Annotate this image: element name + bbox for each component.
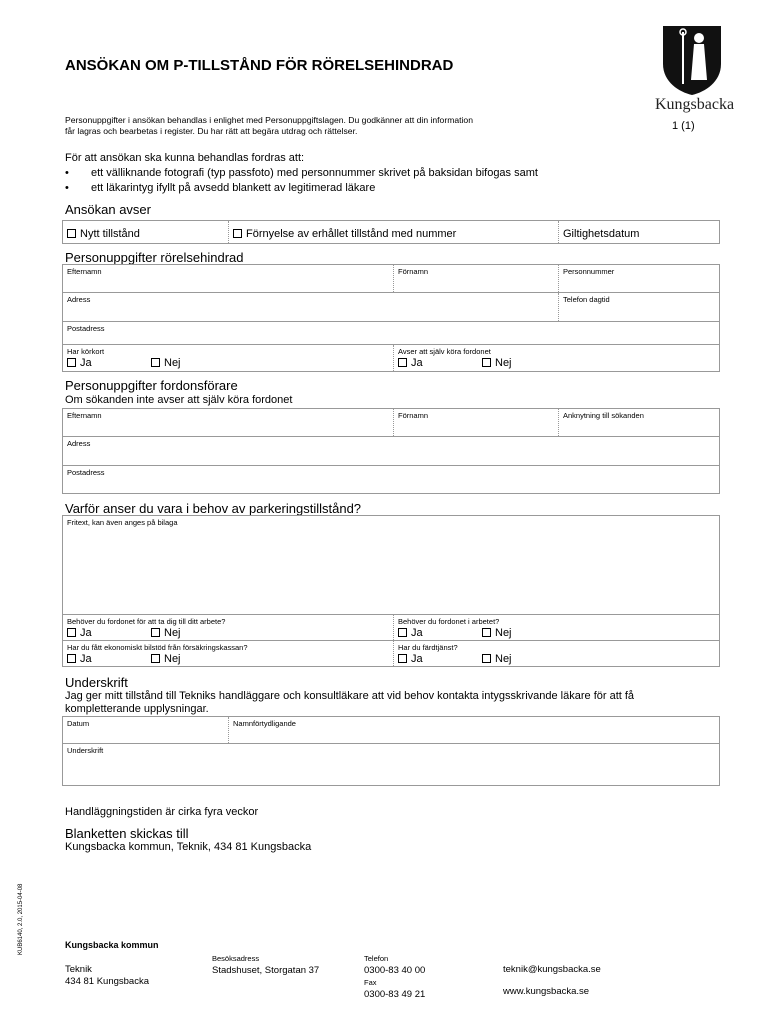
- option-label: Nytt tillstånd: [80, 228, 140, 240]
- option-label: Ja: [411, 357, 423, 369]
- drive-self-no-option[interactable]: [482, 357, 512, 369]
- privacy-line-1: Personuppgifter i ansökan behandlas i enlighet med Personuppgiftslagen. Du godkänner att din information: [65, 115, 473, 125]
- checkbox-new-permit[interactable]: [67, 229, 76, 238]
- footer-email[interactable]: teknik@kungsbacka.se: [503, 964, 601, 975]
- driver-subheading: Om sökanden inte avser att själv köra fordonet: [65, 394, 293, 406]
- send-to-heading: Blanketten skickas till: [65, 826, 189, 841]
- visit-label: Besöksadress: [212, 954, 260, 963]
- form-title: ANSÖKAN OM P-TILLSTÅND FÖR RÖRELSEHINDRAD: [65, 57, 454, 74]
- license-yes-option[interactable]: [67, 357, 92, 369]
- field-label: Telefon dagtid: [563, 295, 610, 304]
- field-label: Avser att själv köra fordonet: [398, 347, 491, 356]
- checkbox-renewal[interactable]: [233, 229, 242, 238]
- checkbox-drive-yes[interactable]: [398, 358, 407, 367]
- checkbox-benefit-no[interactable]: [151, 654, 160, 663]
- postal-address-field[interactable]: [63, 322, 721, 344]
- driver-address-field[interactable]: [63, 437, 721, 465]
- form-cell: [393, 345, 721, 371]
- phone-number: 0300-83 40 00: [364, 965, 426, 976]
- field-label: Har körkort: [67, 347, 105, 356]
- name-clarification-field[interactable]: [228, 717, 721, 743]
- footer-org: Kungsbacka kommun: [65, 940, 159, 950]
- field-label: Postadress: [67, 468, 105, 477]
- field-label: Adress: [67, 439, 91, 448]
- option-label: Förnyelse av erhållet tillstånd med nummer: [246, 228, 457, 240]
- checkbox-license-yes[interactable]: [67, 358, 76, 367]
- application-type-fields: [62, 220, 720, 244]
- form-cell: [393, 641, 721, 666]
- license-no-option[interactable]: [151, 357, 181, 369]
- option-label: Ja: [80, 357, 92, 369]
- form-row: [62, 220, 720, 244]
- option-label: Nej: [495, 627, 512, 639]
- form-row: [62, 716, 720, 744]
- validity-date-field[interactable]: [558, 221, 721, 243]
- field-label: Har du färdtjänst?: [398, 643, 458, 652]
- footer-web[interactable]: www.kungsbacka.se: [503, 986, 590, 997]
- field-label: Namnförtydligande: [233, 719, 296, 728]
- form-row: [62, 293, 720, 322]
- form-row: [62, 466, 720, 494]
- page-number: 1 (1): [672, 120, 695, 132]
- personal-number-field[interactable]: [558, 265, 721, 292]
- field-label: Datum: [67, 719, 90, 728]
- section-heading-disabled-person: Personuppgifter rörelsehindrad: [65, 250, 244, 265]
- option-label: Nej: [495, 357, 512, 369]
- work-travel-yes-option[interactable]: [67, 627, 92, 639]
- field-label: Personnummer: [563, 267, 615, 276]
- section-heading-signature: Underskrift: [65, 675, 128, 690]
- form-row: [62, 345, 720, 372]
- form-cell: [393, 615, 721, 640]
- form-cell: [63, 345, 393, 371]
- checkbox-travel-service-yes[interactable]: [398, 654, 407, 663]
- footer-dept-block: [65, 964, 149, 988]
- at-work-yes-option[interactable]: [398, 627, 423, 639]
- fax-label: Fax: [364, 978, 377, 987]
- consent-line-1: Jag ger mitt tillstånd till Tekniks handläggare och konsultläkare att vid behov kontakta intygsskrivande läkare för att få: [65, 690, 635, 702]
- checkbox-work-travel-yes[interactable]: [67, 628, 76, 637]
- form-row: [62, 264, 720, 293]
- form-cell: [63, 221, 228, 243]
- first-name-field[interactable]: [393, 265, 558, 292]
- form-row: [62, 515, 720, 615]
- fax-number: 0300-83 49 21: [364, 989, 426, 1000]
- travel-service-yes-option[interactable]: [398, 653, 423, 665]
- checkbox-work-travel-no[interactable]: [151, 628, 160, 637]
- relation-field[interactable]: [558, 409, 721, 436]
- checkbox-at-work-yes[interactable]: [398, 628, 407, 637]
- driver-first-name-field[interactable]: [393, 409, 558, 436]
- option-label: Ja: [80, 627, 92, 639]
- form-cell: [63, 615, 393, 640]
- section-heading-reason: Varför anser du vara i behov av parkeringstillstånd?: [65, 501, 362, 516]
- benefit-yes-option[interactable]: [67, 653, 92, 665]
- form-row: [62, 641, 720, 667]
- form-row: [62, 744, 720, 786]
- footer-dept: Teknik: [65, 964, 92, 975]
- address-field[interactable]: [63, 293, 558, 321]
- surname-field[interactable]: [63, 265, 393, 292]
- brand-name: Kungsbacka: [655, 96, 735, 113]
- form-row: [62, 437, 720, 466]
- work-travel-no-option[interactable]: [151, 627, 181, 639]
- footer-contact-block: [364, 953, 425, 1001]
- checkbox-travel-service-no[interactable]: [482, 654, 491, 663]
- option-label: Nej: [164, 627, 181, 639]
- benefit-no-option[interactable]: [151, 653, 181, 665]
- reason-fields: [62, 515, 720, 667]
- option-label: Ja: [411, 627, 423, 639]
- footer-postal: 434 81 Kungsbacka: [65, 976, 149, 987]
- checkbox-drive-no[interactable]: [482, 358, 491, 367]
- requirements-intro: För att ansökan ska kunna behandlas fordras att:: [65, 152, 305, 164]
- option-label: Nej: [495, 653, 512, 665]
- visit-address: Stadshuset, Storgatan 37: [212, 965, 320, 976]
- privacy-notice: [65, 115, 515, 137]
- renewal-option[interactable]: [233, 228, 456, 240]
- privacy-line-2: får lagras och bearbetas i register. Du har rätt att begära utdrag och rättelser.: [65, 126, 358, 136]
- field-label: Behöver du fordonet för att ta dig till ditt arbete?: [67, 617, 226, 626]
- free-text-field[interactable]: [63, 516, 721, 614]
- drive-self-yes-option[interactable]: [398, 357, 423, 369]
- field-label: Förnamn: [398, 411, 429, 420]
- form-cell: [228, 221, 558, 243]
- footer-visit-block: [212, 953, 319, 977]
- field-label: Förnamn: [398, 267, 429, 276]
- field-label: Adress: [67, 295, 91, 304]
- date-field[interactable]: [63, 717, 228, 743]
- requirements-list: [65, 166, 538, 196]
- consent-text: [65, 690, 634, 716]
- field-label: Har du fått ekonomiskt bilstöd från försäkringskassan?: [67, 643, 248, 652]
- field-label: Behöver du fordonet i arbetet?: [398, 617, 500, 626]
- field-label: Fritext, kan även anges på bilaga: [67, 518, 178, 527]
- form-cell: [63, 641, 393, 666]
- checkbox-at-work-no[interactable]: [482, 628, 491, 637]
- option-label: Nej: [164, 653, 181, 665]
- field-label: Postadress: [67, 324, 105, 333]
- form-row: [62, 322, 720, 345]
- driver-fields: [62, 408, 720, 494]
- option-label: Ja: [411, 653, 423, 665]
- processing-time: Handläggningstiden är cirka fyra veckor: [65, 806, 259, 818]
- send-to-address: Kungsbacka kommun, Teknik, 434 81 Kungsbacka: [65, 841, 312, 853]
- driver-surname-field[interactable]: [63, 409, 393, 436]
- field-label: Efternamn: [67, 267, 102, 276]
- disabled-person-fields: [62, 264, 720, 372]
- new-permit-option[interactable]: [67, 228, 140, 240]
- phone-field[interactable]: [558, 293, 721, 321]
- option-label: Ja: [80, 653, 92, 665]
- field-label: Underskrift: [67, 746, 104, 755]
- field-label: Efternamn: [67, 411, 102, 420]
- validity-date-label: Giltighetsdatum: [563, 228, 640, 240]
- list-item: • ett läkarintyg ifyllt på avsedd blankett av legitimerad läkare: [65, 181, 538, 196]
- signature-field[interactable]: [63, 744, 721, 785]
- form-row: [62, 408, 720, 437]
- form-id: KUB6140, 2.0, 2015-04-08: [18, 883, 24, 955]
- form-row: [62, 615, 720, 641]
- signature-fields: [62, 716, 720, 786]
- section-heading-driver: Personuppgifter fordonsförare: [65, 378, 238, 393]
- checkbox-benefit-yes[interactable]: [67, 654, 76, 663]
- phone-label: Telefon: [364, 954, 389, 963]
- travel-service-no-option[interactable]: [482, 653, 512, 665]
- at-work-no-option[interactable]: [482, 627, 512, 639]
- section-heading-application: Ansökan avser: [65, 202, 151, 217]
- checkbox-license-no[interactable]: [151, 358, 160, 367]
- list-item: • ett välliknande fotografi (typ passfoto) med personnummer skrivet på baksidan bifogas samt: [65, 166, 538, 181]
- consent-line-2: kompletterande upplysningar.: [65, 703, 209, 715]
- driver-postal-field[interactable]: [63, 466, 721, 493]
- coat-of-arms-logo: [661, 24, 723, 96]
- option-label: Nej: [164, 357, 181, 369]
- field-label: Anknytning till sökanden: [563, 411, 644, 420]
